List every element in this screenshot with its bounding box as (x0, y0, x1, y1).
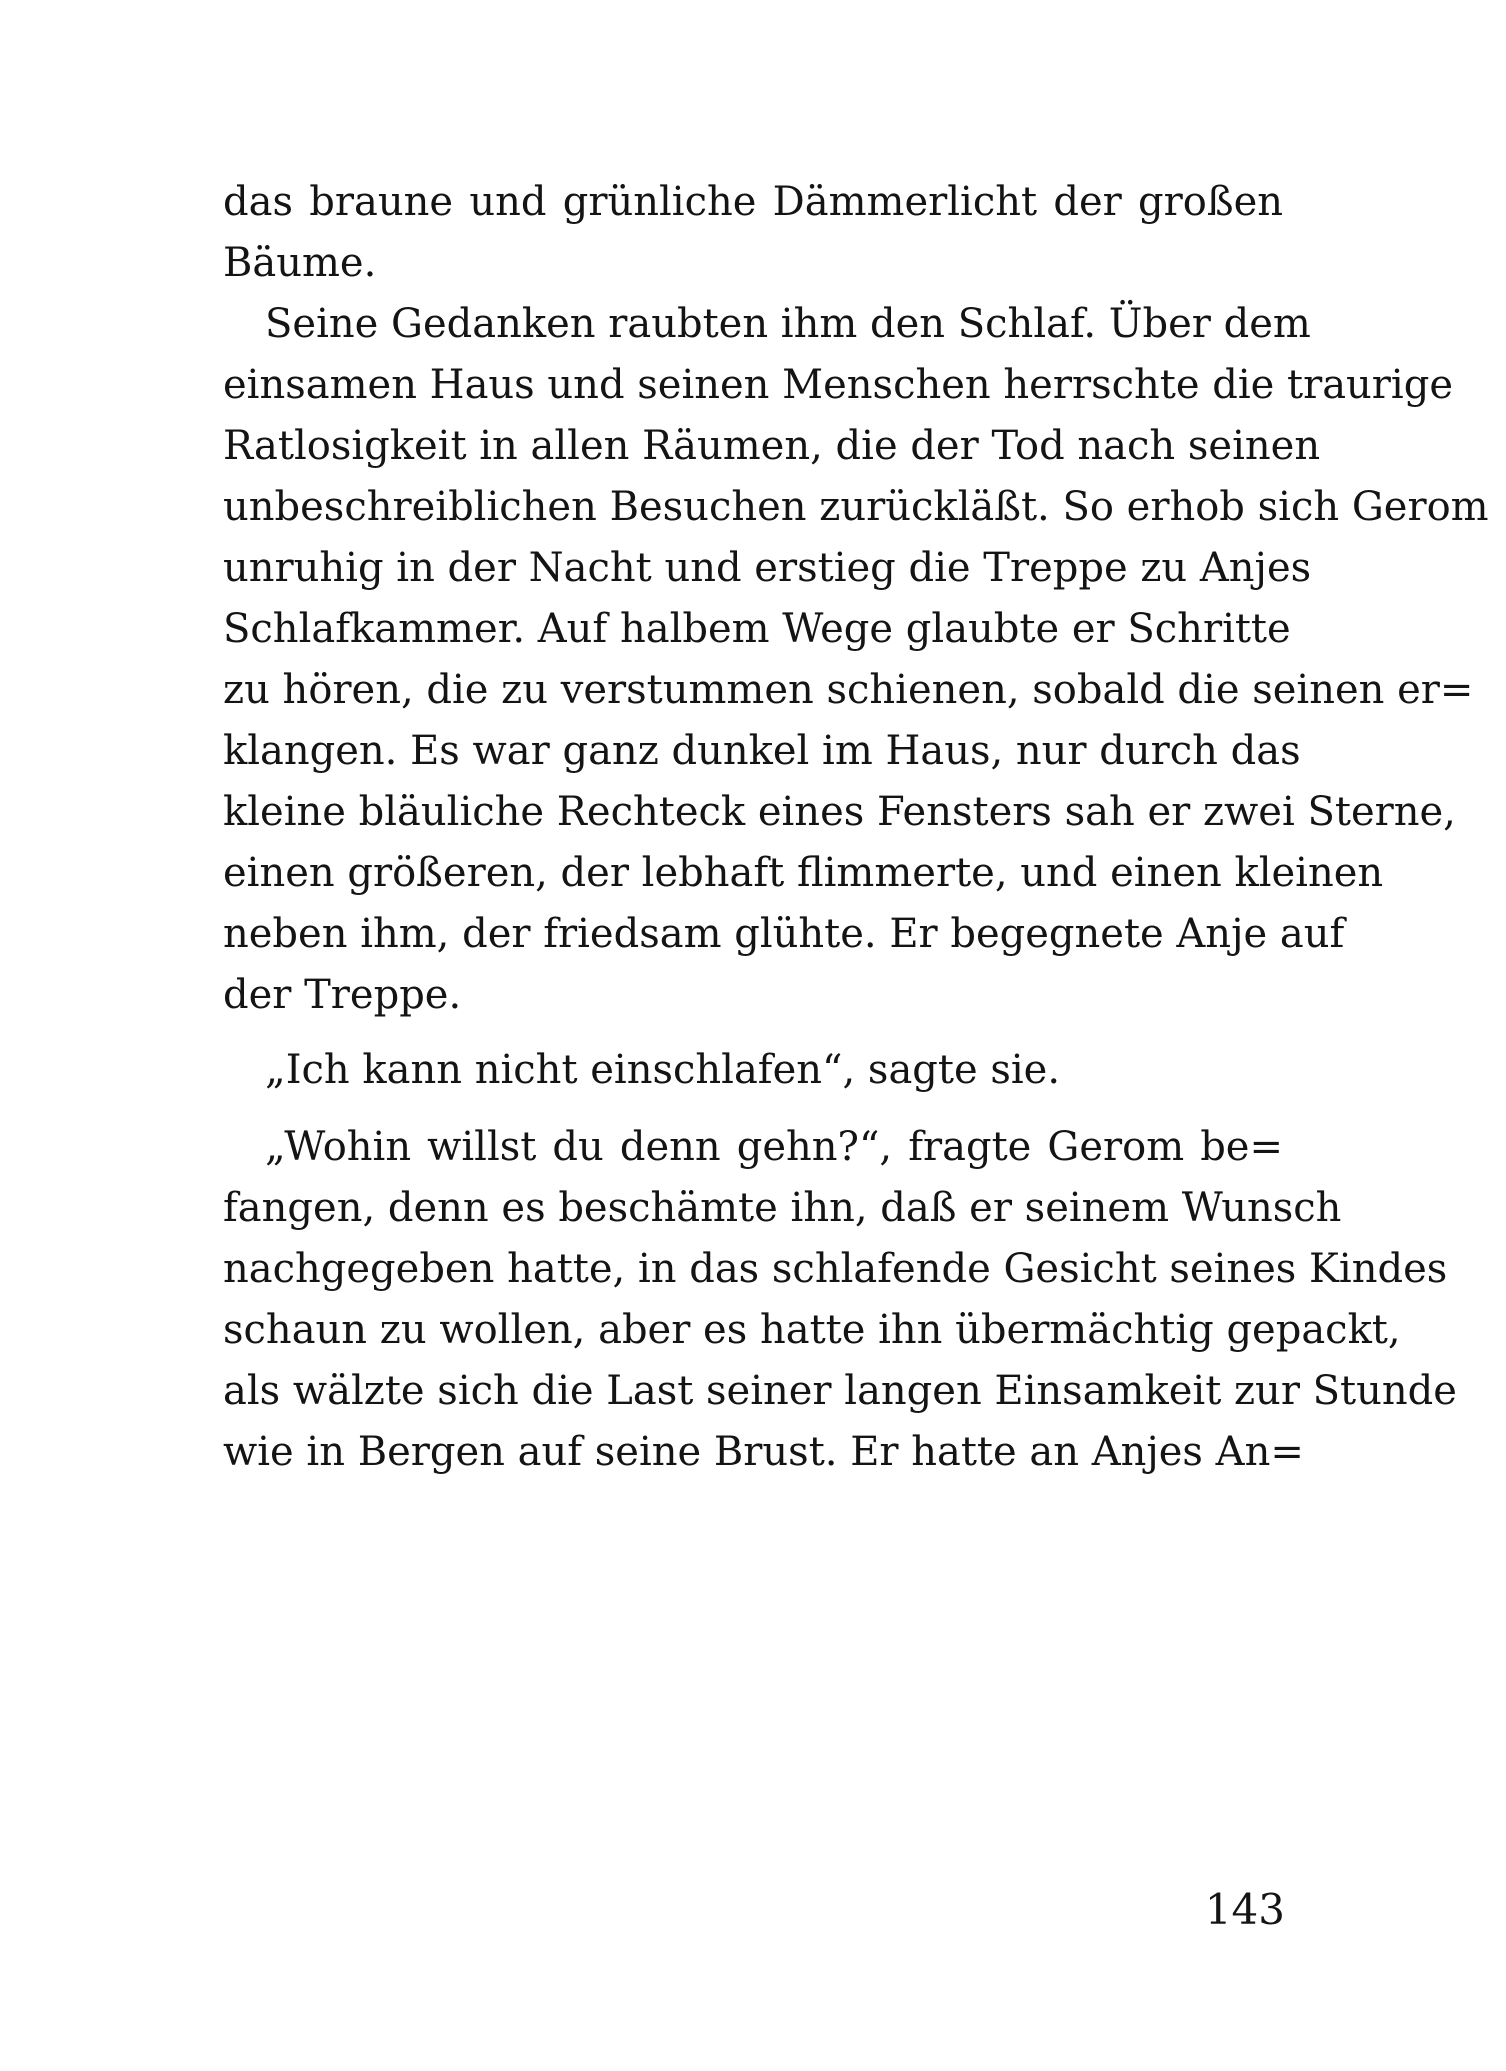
text-line: zu hören, die zu verstummen schienen, sobald die seinen er= (223, 667, 1474, 713)
text-line: Schlafkammer. Auf halbem Wege glaubte er Schritte (223, 606, 1291, 652)
text-line: „Ich kann nicht einschlafen“, sagte sie. (265, 1047, 1061, 1093)
text-line: unbeschreiblichen Besuchen zurückläßt. So erhob sich Gerom (223, 484, 1489, 530)
text-line: als wälzte sich die Last seiner langen Einsamkeit zur Stunde (223, 1368, 1457, 1414)
text-line: wie in Bergen auf seine Brust. Er hatte an Anjes An= (223, 1429, 1304, 1475)
text-line: unruhig in der Nacht und erstieg die Treppe zu Anjes (223, 545, 1312, 591)
text-line: Bäume. (223, 240, 377, 286)
text-line: das braune und grünliche Dämmerlicht der großen (223, 179, 1283, 225)
text-line: schaun zu wollen, aber es hatte ihn übermächtig gepackt, (223, 1307, 1401, 1353)
page-number: 143 (1204, 1885, 1285, 1934)
text-line: nachgegeben hatte, in das schlafende Gesicht seines Kindes (223, 1246, 1448, 1292)
text-line: Seine Gedanken raubten ihm den Schlaf. Über dem (265, 301, 1311, 347)
text-line: der Treppe. (223, 972, 462, 1018)
text-line: neben ihm, der friedsam glühte. Er begegnete Anje auf (223, 911, 1345, 957)
text-line: „Wohin willst du denn gehn?“, fragte Gerom be= (265, 1124, 1283, 1170)
text-line: fangen, denn es beschämte ihn, daß er seinem Wunsch (223, 1185, 1342, 1231)
text-line: einen größeren, der lebhaft flimmerte, und einen kleinen (223, 850, 1384, 896)
text-line: einsamen Haus und seinen Menschen herrschte die traurige (223, 362, 1453, 408)
text-line: Ratlosigkeit in allen Räumen, die der Tod nach seinen (223, 423, 1321, 469)
text-line: klangen. Es war ganz dunkel im Haus, nur durch das (223, 728, 1301, 774)
text-line: kleine bläuliche Rechteck eines Fensters sah er zwei Sterne, (223, 789, 1456, 835)
